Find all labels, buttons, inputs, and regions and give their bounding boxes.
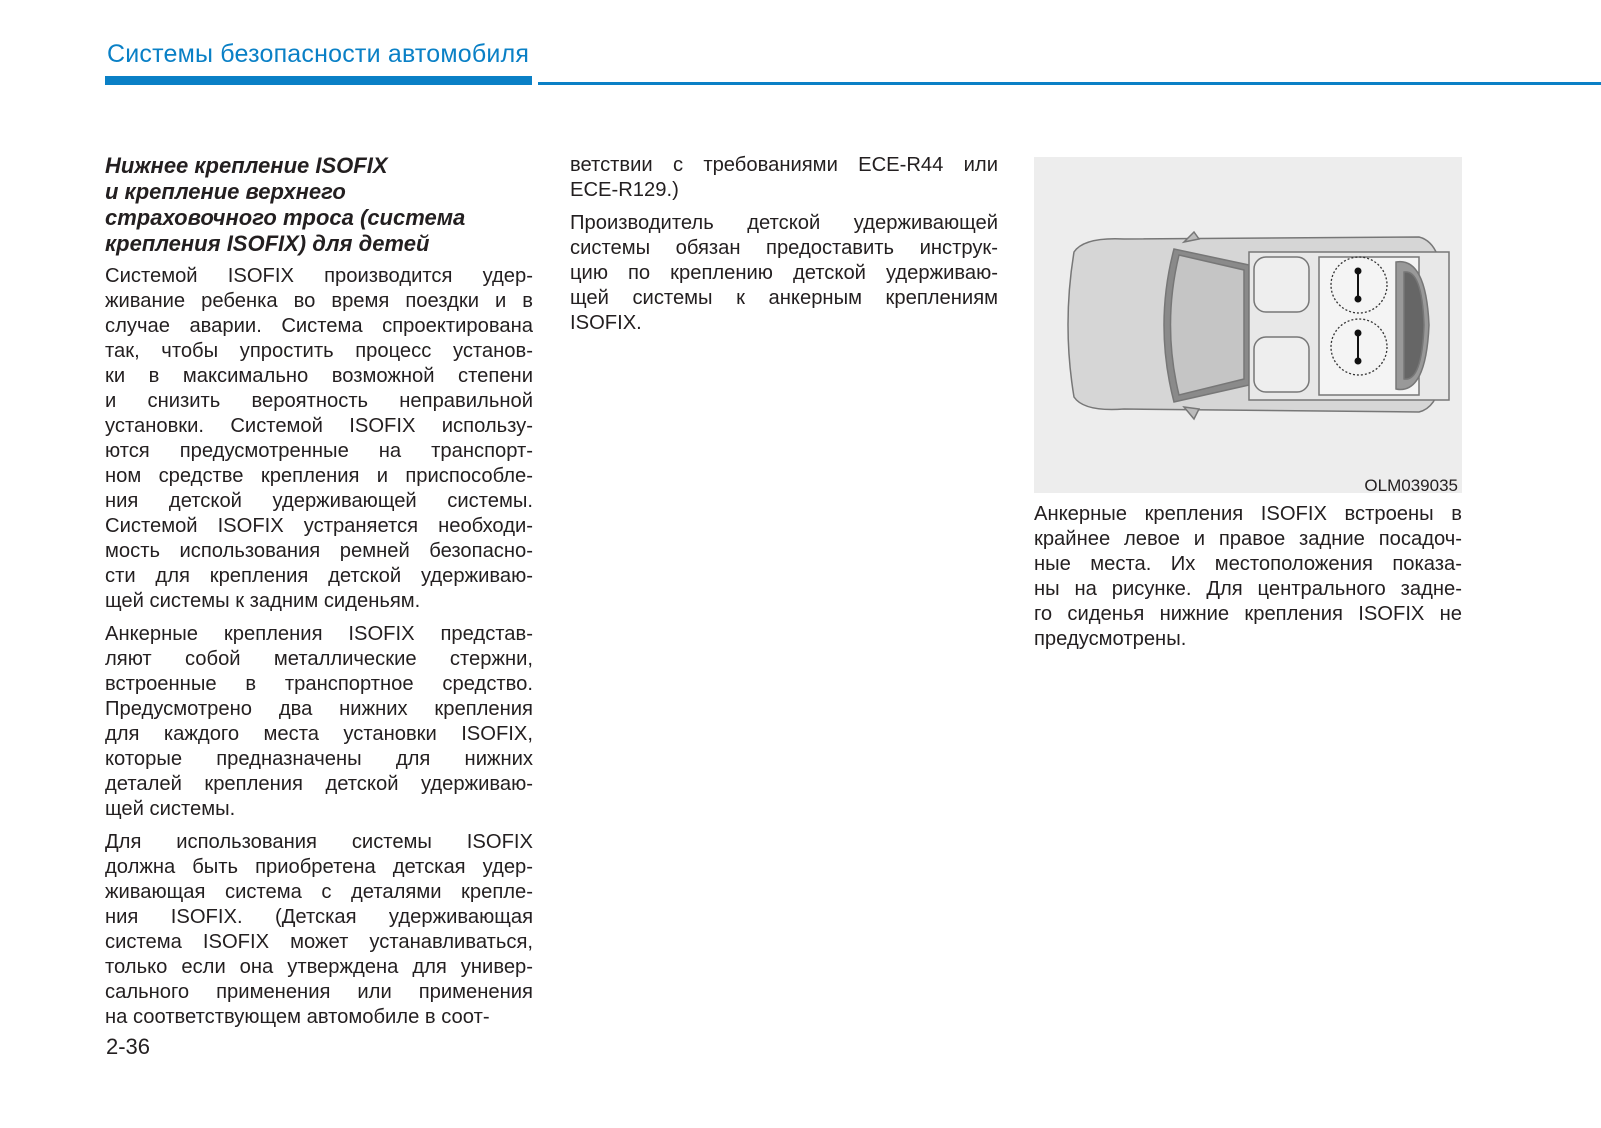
text-line: только если она утверждена для универ- bbox=[105, 956, 533, 978]
text-line: ные места. Их местоположения показа- bbox=[1034, 553, 1462, 575]
text-line: предусмотрены. bbox=[1034, 628, 1187, 650]
text-line: цию по креплению детской удерживаю- bbox=[570, 262, 998, 284]
heading-line: страховочного троса (система bbox=[105, 205, 466, 230]
text-line: случае аварии. Система спроектирована bbox=[105, 315, 533, 337]
figure-code: OLM039035 bbox=[1364, 476, 1458, 495]
text-line: щей системы к анкерным креплениям bbox=[570, 287, 998, 309]
text-line: ветствии с требованиями ECE-R44 или bbox=[570, 154, 998, 176]
paragraph bbox=[570, 211, 998, 336]
text-line: система ISOFIX может устанавливаться, bbox=[105, 931, 533, 953]
isofix-figure bbox=[1034, 157, 1462, 493]
heading-line: крепления ISOFIX) для детей bbox=[105, 231, 430, 256]
article-heading bbox=[105, 153, 533, 257]
heading-line: Нижнее крепление ISOFIX bbox=[105, 153, 388, 178]
middle-column bbox=[570, 153, 998, 344]
text-line: ки в максимально возможной степени bbox=[105, 365, 533, 387]
text-line: деталей крепления детской удерживаю- bbox=[105, 773, 533, 795]
header-rule bbox=[538, 82, 1601, 85]
page-number: 2-36 bbox=[106, 1034, 151, 1059]
text-line: ном средстве крепления и приспособле- bbox=[105, 465, 533, 487]
text-line: Анкерные крепления ISOFIX представ- bbox=[105, 623, 533, 645]
text-line: которые предназначены для нижних bbox=[105, 748, 533, 770]
text-line: сти для крепления детской удерживаю- bbox=[105, 565, 533, 587]
text-line: сального применения или применения bbox=[105, 981, 533, 1003]
text-line: Анкерные крепления ISOFIX встроены в bbox=[1034, 503, 1462, 525]
text-line: Предусмотрено два нижних крепления bbox=[105, 698, 533, 720]
text-line: живающая система с деталями крепле- bbox=[105, 881, 533, 903]
text-line: так, чтобы упростить процесс установ- bbox=[105, 340, 533, 362]
text-line: ются предусмотренные на транспорт- bbox=[105, 440, 533, 462]
text-line: Системой ISOFIX устраняется необходи- bbox=[105, 515, 533, 537]
section-title: Системы безопасности автомобиля bbox=[107, 40, 530, 68]
paragraph bbox=[105, 830, 533, 1030]
text-line: ны на рисунке. Для центрального задне- bbox=[1034, 578, 1462, 600]
text-line: должна быть приобретена детская удер- bbox=[105, 856, 533, 878]
text-line: мость использования ремней безопасно- bbox=[105, 540, 533, 562]
text-line: установки. Системой ISOFIX использу- bbox=[105, 415, 533, 437]
text-line: го сиденья нижние крепления ISOFIX не bbox=[1034, 603, 1462, 625]
paragraph bbox=[105, 264, 533, 614]
text-line: щей системы. bbox=[105, 798, 236, 820]
right-column bbox=[1034, 502, 1462, 660]
text-line: встроенные в транспортное средство. bbox=[105, 673, 533, 695]
text-line: ния ISOFIX. (Детская удерживающая bbox=[105, 906, 533, 928]
text-line: живание ребенка во время поездки и в bbox=[105, 290, 533, 312]
heading-line: и крепление верхнего bbox=[105, 179, 346, 204]
header-bar bbox=[105, 76, 532, 85]
text-line: ляют собой металлические стержни, bbox=[105, 648, 533, 670]
paragraph bbox=[105, 622, 533, 822]
paragraph bbox=[1034, 502, 1462, 652]
car-top-view-icon bbox=[1034, 157, 1462, 493]
text-line: Системой ISOFIX производится удер- bbox=[105, 265, 533, 287]
paragraph bbox=[570, 153, 998, 203]
text-line: ISOFIX. bbox=[570, 312, 642, 334]
text-line: Для использования системы ISOFIX bbox=[105, 831, 533, 853]
text-line: для каждого места установки ISOFIX, bbox=[105, 723, 533, 745]
text-line: Производитель детской удерживающей bbox=[570, 212, 998, 234]
text-line: ния детской удерживающей системы. bbox=[105, 490, 533, 512]
text-line: и снизить вероятность неправильной bbox=[105, 390, 533, 412]
text-line: щей системы к задним сиденьям. bbox=[105, 590, 421, 612]
text-line: системы обязан предоставить инструк- bbox=[570, 237, 998, 259]
text-line: крайнее левое и правое задние посадоч- bbox=[1034, 528, 1462, 550]
left-column bbox=[105, 153, 533, 1038]
text-line: на соответствующем автомобиле в соот- bbox=[105, 1006, 490, 1028]
text-line: ECE-R129.) bbox=[570, 179, 679, 201]
